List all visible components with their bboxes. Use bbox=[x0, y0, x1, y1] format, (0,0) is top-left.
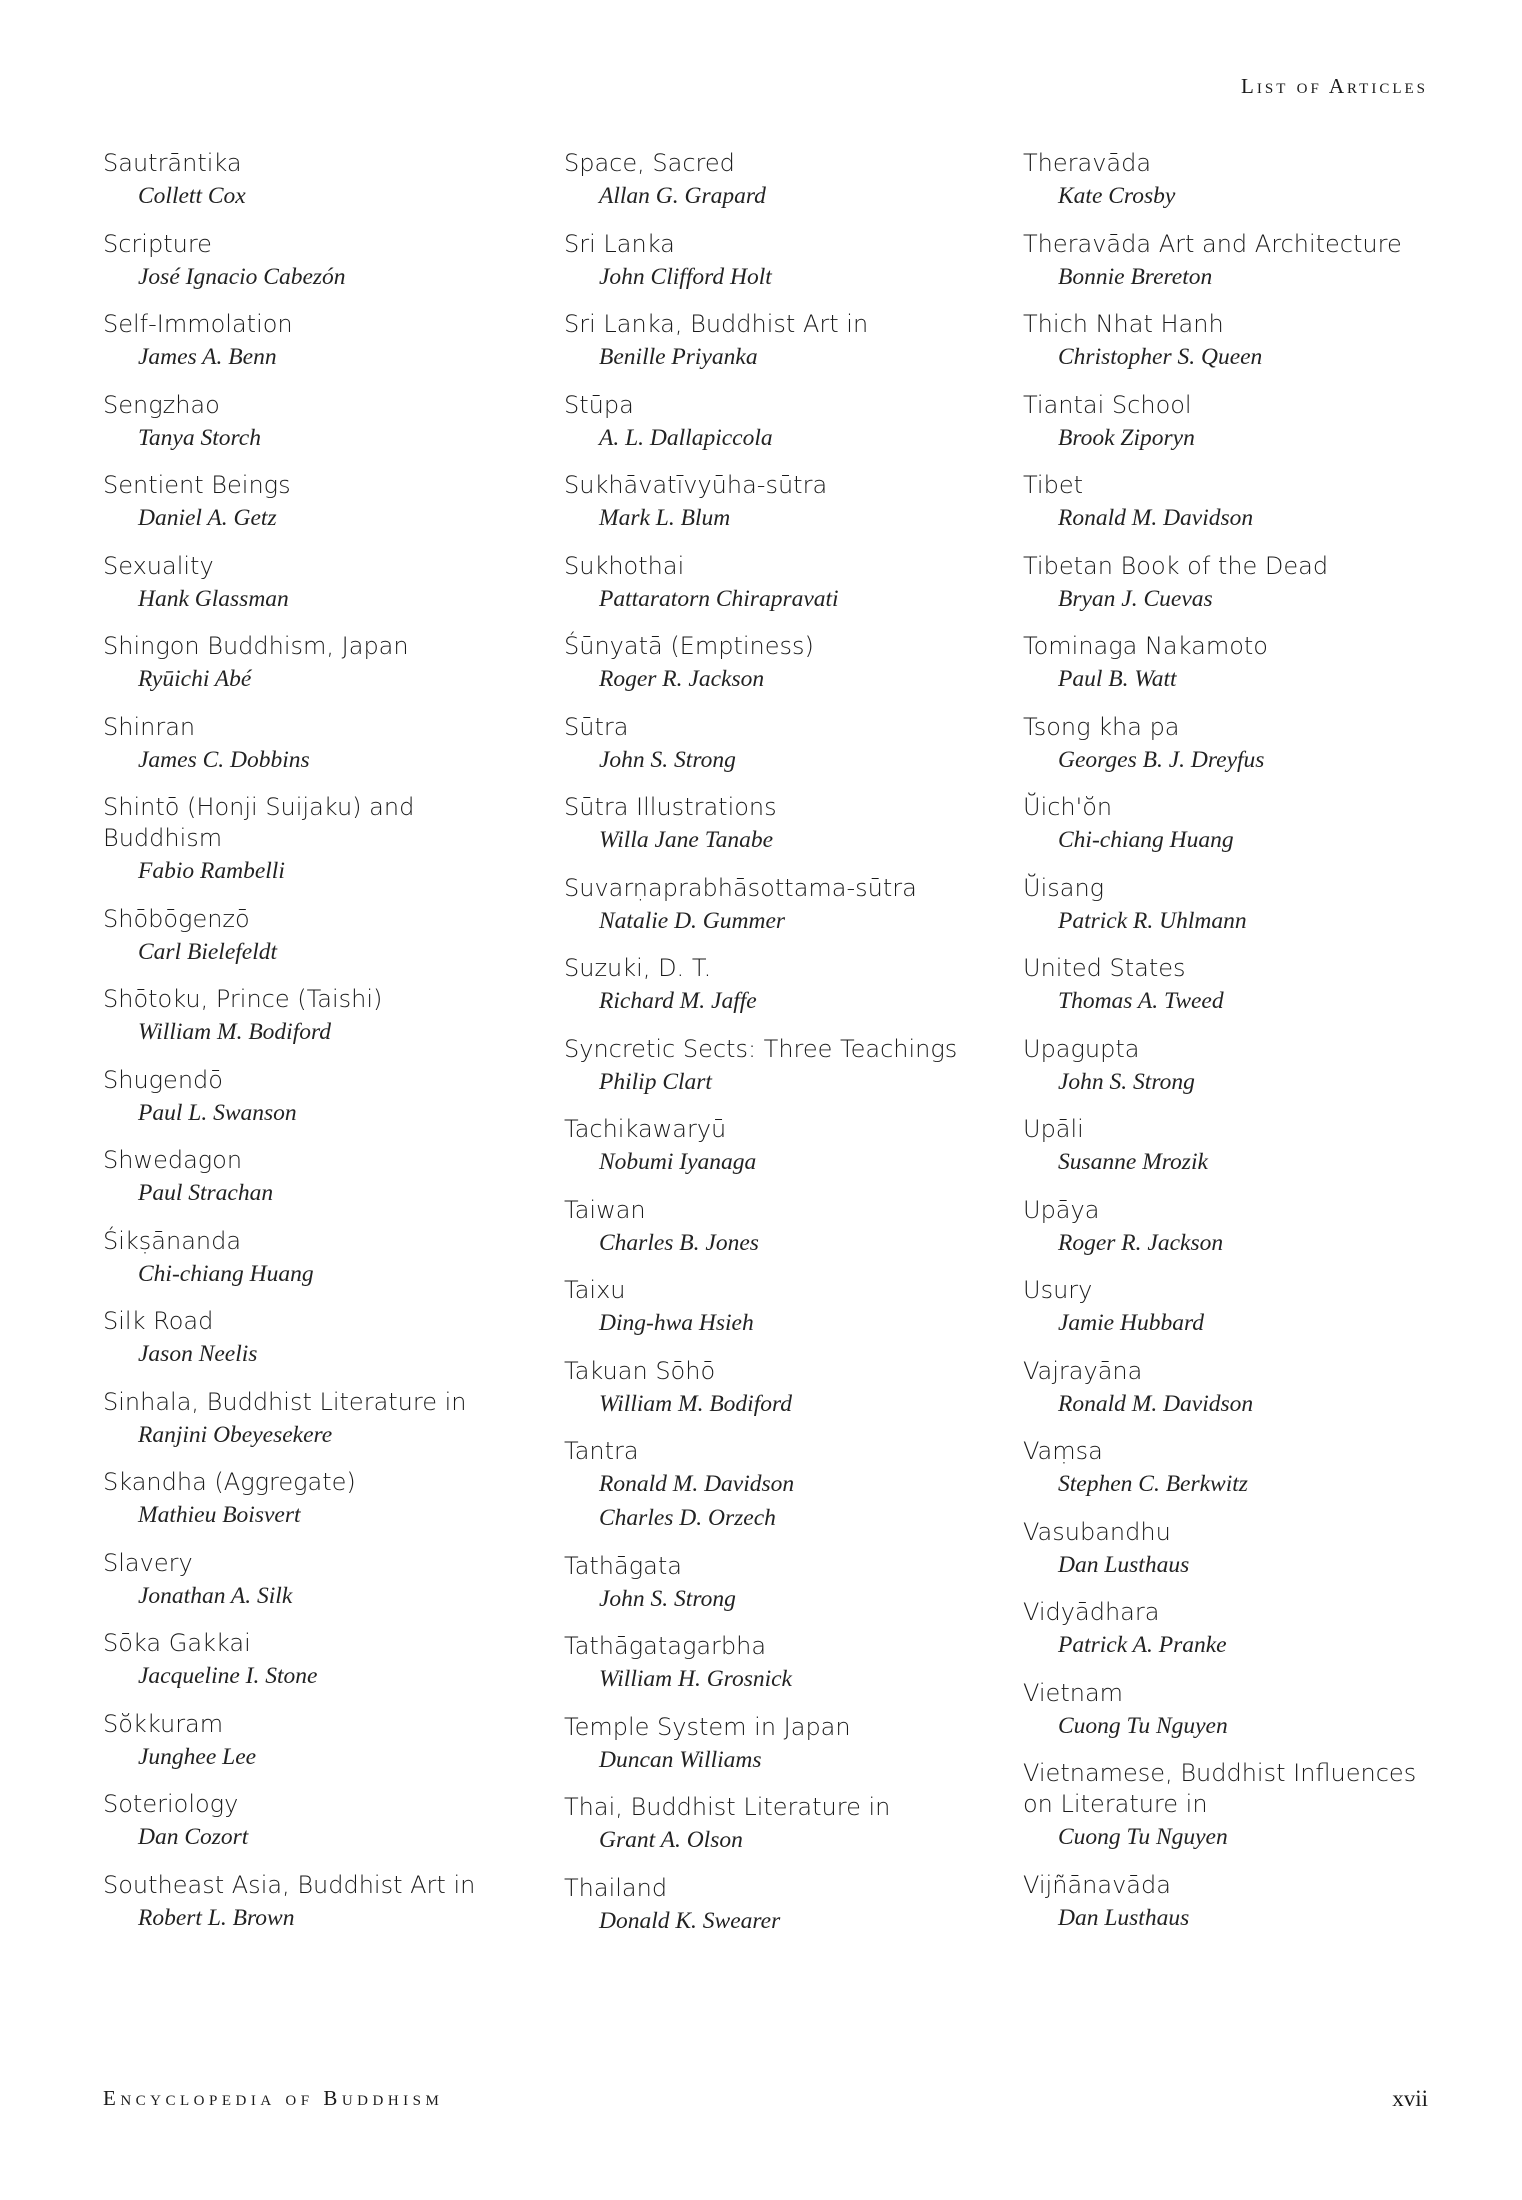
running-head: List of Articles bbox=[1241, 74, 1428, 98]
article-author: Cuong Tu Nguyen bbox=[1058, 1824, 1228, 1850]
article-title: Syncretic Sects: Three Teachings bbox=[564, 1034, 958, 1063]
article-title: Thich Nhat Hanh bbox=[1023, 310, 1224, 338]
article-entry bbox=[564, 1436, 984, 1535]
article-author: Junghee Lee bbox=[138, 1743, 257, 1770]
article-title: Sŏkkuram bbox=[103, 1709, 224, 1738]
article-entry bbox=[103, 631, 523, 696]
article-column-3 bbox=[1023, 148, 1443, 1950]
page-number: xvii bbox=[1392, 2086, 1428, 2111]
article-entry bbox=[564, 1792, 984, 1857]
article-author: John Clifford Holt bbox=[599, 263, 772, 290]
article-author: Brook Ziporyn bbox=[1058, 424, 1195, 451]
article-title: Tsong kha pa bbox=[1023, 712, 1180, 741]
article-title: Upāli bbox=[1023, 1115, 1084, 1143]
article-author: William H. Grosnick bbox=[599, 1666, 792, 1692]
article-entry bbox=[103, 1226, 523, 1291]
article-author: James C. Dobbins bbox=[138, 746, 310, 773]
article-author: Ronald M. Davidson bbox=[1058, 505, 1254, 531]
article-title: Temple System in Japan bbox=[564, 1712, 851, 1741]
article-author: Nobumi Iyanaga bbox=[599, 1149, 757, 1175]
article-author: Kate Crosby bbox=[1058, 183, 1176, 209]
article-title: Suzuki, D. T. bbox=[564, 954, 712, 982]
article-author: Grant A. Olson bbox=[599, 1827, 743, 1853]
book-title: Encyclopedia of Buddhism bbox=[103, 2086, 444, 2110]
article-entry bbox=[103, 551, 523, 616]
article-title: Śikṣānanda bbox=[103, 1226, 242, 1255]
article-entry bbox=[1023, 873, 1443, 938]
article-author: A. L. Dallapiccola bbox=[599, 424, 773, 451]
article-title: Self-Immolation bbox=[103, 310, 293, 338]
article-title: Sentient Beings bbox=[103, 471, 291, 499]
article-entry bbox=[103, 1306, 523, 1371]
article-title: Tathāgata bbox=[564, 1551, 682, 1580]
article-author: Thomas A. Tweed bbox=[1058, 988, 1224, 1014]
article-title: Tominaga Nakamoto bbox=[1023, 632, 1268, 660]
article-author: Allan G. Grapard bbox=[599, 183, 766, 209]
article-entry bbox=[1023, 1275, 1443, 1340]
article-author: Pattaratorn Chirapravati bbox=[599, 585, 839, 612]
article-title: Slavery bbox=[103, 1548, 193, 1577]
article-title: Tibet bbox=[1023, 471, 1083, 499]
article-author: Susanne Mrozik bbox=[1058, 1149, 1208, 1175]
article-author: Jamie Hubbard bbox=[1058, 1310, 1204, 1336]
article-entry bbox=[1023, 1758, 1443, 1854]
article-author: Jonathan A. Silk bbox=[138, 1582, 293, 1609]
article-title: Ŭich'ŏn bbox=[1023, 793, 1113, 821]
article-title: Sri Lanka, Buddhist Art in bbox=[564, 310, 869, 338]
article-entry bbox=[564, 1551, 984, 1616]
article-entry bbox=[564, 551, 984, 616]
article-entry bbox=[1023, 470, 1443, 535]
article-title: Sūtra Illustrations bbox=[564, 793, 777, 821]
article-title: Stūpa bbox=[564, 390, 634, 419]
article-title: Tathāgatagarbha bbox=[564, 1632, 767, 1660]
article-title: Thai, Buddhist Literature in bbox=[564, 1793, 891, 1821]
article-title: United States bbox=[1023, 954, 1186, 982]
article-title: Vajrayāna bbox=[1023, 1356, 1143, 1385]
article-entry bbox=[103, 1065, 523, 1130]
article-entry bbox=[564, 1034, 984, 1099]
article-author: Chi-chiang Huang bbox=[1058, 827, 1234, 853]
article-entry bbox=[1023, 1356, 1443, 1421]
article-entry bbox=[103, 792, 523, 888]
article-author: Dan Cozort bbox=[138, 1824, 249, 1850]
article-entry bbox=[103, 1145, 523, 1210]
article-title: Thailand bbox=[564, 1873, 668, 1902]
article-title: Shinran bbox=[103, 712, 196, 741]
article-entry bbox=[1023, 551, 1443, 616]
article-title: Vasubandhu bbox=[1023, 1517, 1171, 1546]
article-entry bbox=[1023, 1678, 1443, 1743]
article-author: Paul Strachan bbox=[138, 1180, 274, 1206]
article-title: Space, Sacred bbox=[564, 149, 735, 177]
article-author: Patrick R. Uhlmann bbox=[1058, 907, 1247, 934]
article-author: Bryan J. Cuevas bbox=[1058, 585, 1213, 612]
article-title: Shōtoku, Prince (Taishi) bbox=[103, 985, 383, 1013]
article-title: Tiantai School bbox=[1023, 390, 1192, 419]
article-entry bbox=[564, 631, 984, 696]
article-author: John S. Strong bbox=[1058, 1068, 1195, 1095]
article-author: Charles B. Jones bbox=[599, 1229, 759, 1256]
article-author: Patrick A. Pranke bbox=[1058, 1632, 1227, 1658]
article-title: Taiwan bbox=[564, 1195, 646, 1224]
article-entry bbox=[103, 1387, 523, 1452]
article-author: Dan Lusthaus bbox=[1058, 1904, 1190, 1931]
article-entry bbox=[564, 229, 984, 294]
article-title: Tibetan Book of the Dead bbox=[1023, 551, 1329, 580]
article-title: Tantra bbox=[564, 1437, 639, 1465]
article-entry bbox=[564, 309, 984, 374]
article-title: Silk Road bbox=[103, 1307, 214, 1335]
article-entry bbox=[103, 470, 523, 535]
article-entry bbox=[103, 1870, 523, 1935]
article-entry bbox=[564, 873, 984, 938]
article-entry bbox=[103, 390, 523, 455]
article-author: Carl Bielefeldt bbox=[138, 938, 278, 965]
article-author: Richard M. Jaffe bbox=[599, 988, 757, 1014]
article-title: Sōka Gakkai bbox=[103, 1629, 251, 1657]
article-author: Hank Glassman bbox=[138, 585, 289, 612]
article-column-1 bbox=[103, 148, 523, 1950]
article-title: Takuan Sōhō bbox=[564, 1356, 716, 1385]
article-title: Sinhala, Buddhist Literature in bbox=[103, 1387, 467, 1416]
article-author: William M. Bodiford bbox=[138, 1019, 332, 1045]
article-author: Georges B. J. Dreyfus bbox=[1058, 746, 1265, 773]
article-entry bbox=[103, 229, 523, 294]
article-author: Tanya Storch bbox=[138, 424, 261, 451]
article-author: Mathieu Boisvert bbox=[138, 1502, 301, 1528]
article-author: José Ignacio Cabezón bbox=[138, 263, 346, 290]
article-title: Sūtra bbox=[564, 712, 629, 741]
article-entry bbox=[1023, 953, 1443, 1018]
article-entry bbox=[103, 984, 523, 1049]
article-author: Chi-chiang Huang bbox=[138, 1260, 314, 1287]
article-entry bbox=[564, 1712, 984, 1777]
article-title: Shintō (Honji Suijaku) and Buddhism bbox=[103, 793, 415, 852]
article-entry bbox=[1023, 229, 1443, 294]
article-author: Duncan Williams bbox=[599, 1746, 762, 1773]
article-entry bbox=[1023, 1195, 1443, 1260]
article-title: Shwedagon bbox=[103, 1146, 243, 1174]
article-title: Soteriology bbox=[103, 1790, 239, 1818]
article-title: Vietnamese, Buddhist Influences on Literature in bbox=[1023, 1759, 1417, 1818]
article-author: Philip Clart bbox=[599, 1068, 712, 1095]
article-author: Stephen C. Berkwitz bbox=[1058, 1471, 1248, 1497]
article-author: Christopher S. Queen bbox=[1058, 344, 1263, 370]
article-title: Sukhāvatīvyūha-sūtra bbox=[564, 471, 828, 499]
article-title: Shugendō bbox=[103, 1065, 223, 1094]
article-entry bbox=[1023, 1436, 1443, 1501]
article-title: Vidyādhara bbox=[1023, 1598, 1160, 1626]
article-entry bbox=[1023, 631, 1443, 696]
article-entry bbox=[1023, 1114, 1443, 1179]
article-author: Paul L. Swanson bbox=[138, 1099, 297, 1126]
article-entry bbox=[564, 148, 984, 213]
article-entry bbox=[564, 953, 984, 1018]
article-entry bbox=[103, 1789, 523, 1854]
article-title: Suvarṇaprabhāsottama-sūtra bbox=[564, 873, 917, 902]
article-author: Fabio Rambelli bbox=[138, 858, 285, 884]
article-entry bbox=[1023, 309, 1443, 374]
article-entry bbox=[564, 792, 984, 857]
article-author: Ding-hwa Hsieh bbox=[599, 1310, 754, 1336]
article-entry bbox=[103, 309, 523, 374]
article-entry bbox=[564, 1114, 984, 1179]
article-entry bbox=[564, 390, 984, 455]
article-author: Dan Lusthaus bbox=[1058, 1551, 1190, 1578]
article-title: Vietnam bbox=[1023, 1678, 1124, 1707]
article-title: Śūnyatā (Emptiness) bbox=[564, 632, 814, 660]
article-title: Theravāda bbox=[1023, 149, 1152, 177]
article-author: James A. Benn bbox=[138, 344, 277, 370]
article-author: John S. Strong bbox=[599, 1585, 736, 1612]
article-title: Sukhothai bbox=[564, 551, 685, 580]
article-title: Sri Lanka bbox=[564, 229, 675, 258]
article-author: Ranjini Obeyesekere bbox=[138, 1421, 333, 1448]
article-author: John S. Strong bbox=[599, 746, 736, 773]
article-entry bbox=[1023, 1034, 1443, 1099]
article-entry bbox=[103, 712, 523, 777]
article-author: Jason Neelis bbox=[138, 1341, 258, 1367]
article-author: Cuong Tu Nguyen bbox=[1058, 1712, 1228, 1739]
article-author: Willa Jane Tanabe bbox=[599, 827, 774, 853]
article-author: Daniel A. Getz bbox=[138, 505, 277, 531]
article-author: Jacqueline I. Stone bbox=[138, 1663, 318, 1689]
article-author: Ryūichi Abé bbox=[138, 666, 252, 692]
article-title: Sexuality bbox=[103, 551, 214, 580]
article-title: Tachikawaryū bbox=[564, 1115, 727, 1143]
article-entry bbox=[564, 712, 984, 777]
article-entry bbox=[1023, 1597, 1443, 1662]
article-author: Collett Cox bbox=[138, 183, 246, 209]
article-author: Paul B. Watt bbox=[1058, 666, 1177, 692]
article-title: Sautrāntika bbox=[103, 149, 242, 177]
article-title: Ŭisang bbox=[1023, 873, 1105, 902]
article-entry bbox=[103, 1628, 523, 1693]
article-author: Roger R. Jackson bbox=[1058, 1229, 1224, 1256]
article-title: Sengzhao bbox=[103, 390, 220, 419]
article-author: Charles D. Orzech bbox=[599, 1505, 776, 1531]
article-title: Theravāda Art and Architecture bbox=[1023, 229, 1402, 258]
article-author: Bonnie Brereton bbox=[1058, 263, 1213, 290]
article-entry bbox=[564, 1275, 984, 1340]
article-entry bbox=[564, 1631, 984, 1696]
article-column-2 bbox=[564, 148, 984, 1953]
article-entry bbox=[103, 148, 523, 213]
article-author: Roger R. Jackson bbox=[599, 666, 765, 692]
article-title: Vaṃsa bbox=[1023, 1437, 1103, 1465]
article-entry bbox=[103, 904, 523, 969]
article-entry bbox=[103, 1467, 523, 1532]
article-author: Ronald M. Davidson bbox=[599, 1471, 795, 1497]
article-author: Mark L. Blum bbox=[599, 505, 731, 531]
article-entry bbox=[1023, 1517, 1443, 1582]
article-entry bbox=[1023, 148, 1443, 213]
article-author: Robert L. Brown bbox=[138, 1904, 295, 1931]
article-entry bbox=[564, 1356, 984, 1421]
article-author: Ronald M. Davidson bbox=[1058, 1390, 1254, 1417]
article-author: Natalie D. Gummer bbox=[599, 907, 786, 934]
article-title: Shingon Buddhism, Japan bbox=[103, 632, 409, 660]
article-title: Skandha (Aggregate) bbox=[103, 1468, 356, 1496]
article-author: Benille Priyanka bbox=[599, 344, 758, 370]
article-author: William M. Bodiford bbox=[599, 1390, 793, 1417]
article-title: Vijñānavāda bbox=[1023, 1870, 1171, 1899]
article-title: Taixu bbox=[564, 1276, 626, 1304]
article-entry bbox=[1023, 390, 1443, 455]
article-entry bbox=[1023, 792, 1443, 857]
article-entry bbox=[1023, 712, 1443, 777]
article-title: Southeast Asia, Buddhist Art in bbox=[103, 1870, 476, 1899]
article-entry bbox=[103, 1709, 523, 1774]
article-entry bbox=[1023, 1870, 1443, 1935]
article-entry bbox=[564, 470, 984, 535]
article-title: Scripture bbox=[103, 229, 212, 258]
article-entry bbox=[103, 1548, 523, 1613]
article-title: Upagupta bbox=[1023, 1034, 1140, 1063]
article-entry bbox=[564, 1195, 984, 1260]
article-author: Donald K. Swearer bbox=[599, 1907, 781, 1934]
article-entry bbox=[564, 1873, 984, 1938]
article-title: Shōbōgenzō bbox=[103, 904, 250, 933]
article-title: Upāya bbox=[1023, 1195, 1100, 1224]
article-title: Usury bbox=[1023, 1276, 1093, 1304]
